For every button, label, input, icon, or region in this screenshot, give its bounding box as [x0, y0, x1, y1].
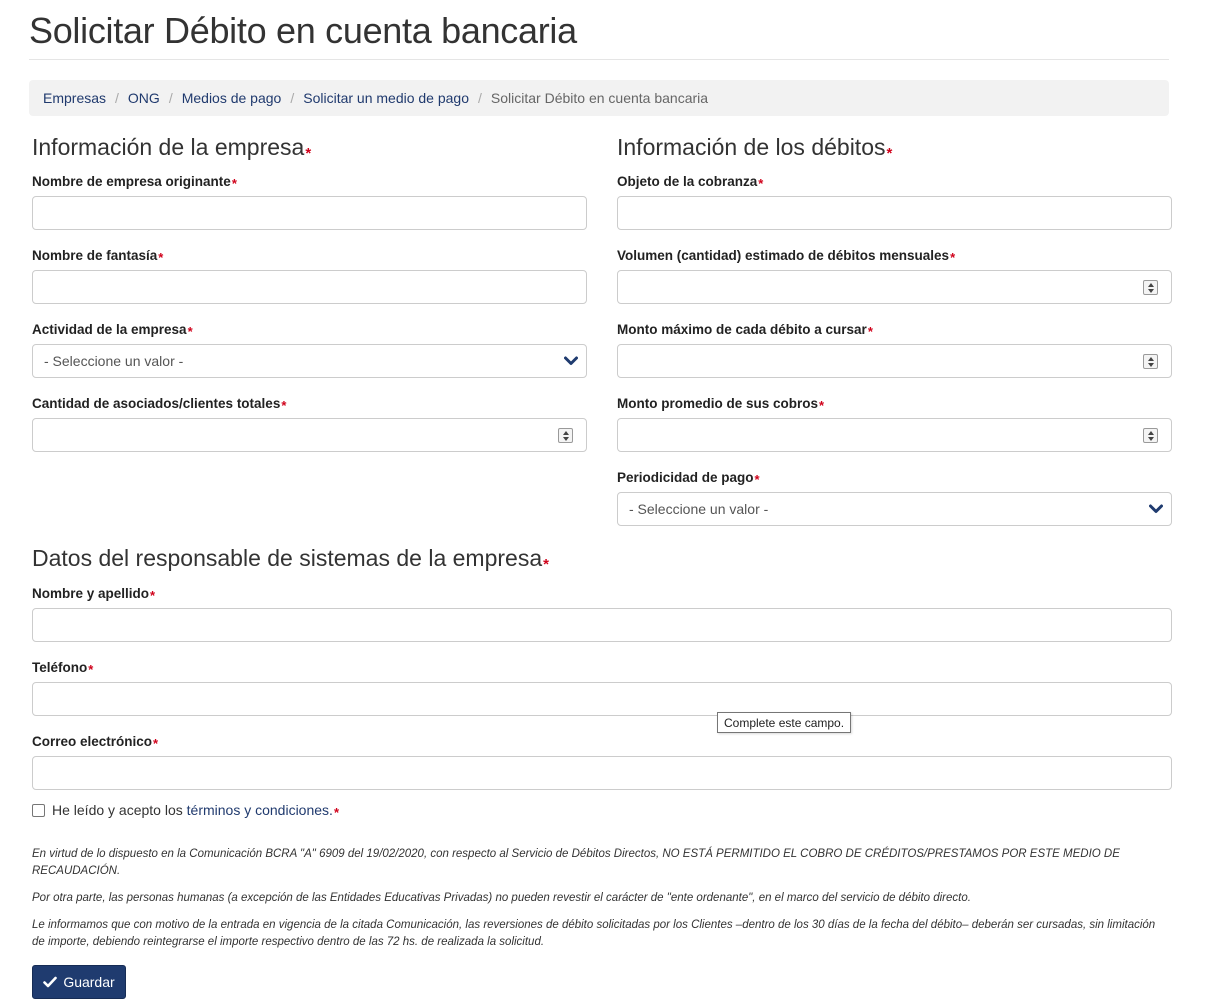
objeto-cobranza-label: Objeto de la cobranza*	[617, 174, 764, 191]
nombre-fantasia-input[interactable]	[32, 270, 587, 304]
page-title: Solicitar Débito en cuenta bancaria	[29, 10, 577, 51]
breadcrumb-item-ong[interactable]: ONG	[127, 90, 160, 106]
chevron-down-icon	[1149, 503, 1163, 515]
actividad-select-value: - Seleccione un valor -	[44, 353, 184, 369]
breadcrumb-separator: /	[478, 90, 482, 106]
validation-tooltip: Complete este campo.	[717, 712, 851, 733]
telefono-label: Teléfono*	[32, 660, 94, 677]
required-marker: *	[305, 145, 312, 162]
monto-promedio-input[interactable]	[617, 418, 1172, 452]
volumen-label: Volumen (cantidad) estimado de débitos mensuales*	[617, 248, 956, 265]
nombre-apellido-label: Nombre y apellido*	[32, 586, 156, 603]
number-spinner[interactable]	[1143, 354, 1158, 369]
number-spinner[interactable]	[1143, 428, 1158, 443]
periodicidad-select[interactable]	[617, 492, 1172, 526]
correo-label: Correo electrónico*	[32, 734, 159, 751]
number-spinner[interactable]	[558, 428, 573, 443]
cantidad-asociados-label: Cantidad de asociados/clientes totales*	[32, 396, 287, 413]
required-marker: *	[153, 736, 159, 751]
terms-label: He leído y acepto los	[52, 802, 183, 818]
nombre-empresa-label: Nombre de empresa originante*	[32, 174, 237, 191]
required-marker: *	[187, 324, 193, 339]
terms-checkbox[interactable]	[32, 804, 45, 817]
breadcrumb	[29, 80, 1169, 116]
monto-maximo-label: Monto máximo de cada débito a cursar*	[617, 322, 873, 339]
volumen-input[interactable]	[617, 270, 1172, 304]
notice-personas: Por otra parte, las personas humanas (a excepción de las Entidades Educativas Privadas) no pueden revestir el carácter de "ente ordenante", en el marco del servicio de débito directo.	[32, 892, 971, 904]
debits-section-title: Información de los débitos*	[617, 134, 893, 162]
notice-reversiones: Le informamos que con motivo de la entrada en vigencia de la citada Comunicación, las reversiones de débito solicitadas por los Clientes –dentro de los 30 días de la fecha del débito– deberán ser cursadas, sin limitación de importe, debiendo reintegrarse el importe respectivo dentro de las 72 hs. de realizada la solicitud.	[32, 919, 1156, 948]
required-marker: *	[88, 662, 94, 677]
monto-promedio-label: Monto promedio de sus cobros*	[617, 396, 825, 413]
save-button[interactable]	[32, 965, 126, 999]
required-marker: *	[754, 472, 760, 487]
required-marker: *	[333, 804, 339, 820]
notice-bcra: En virtud de lo dispuesto en la Comunicación BCRA "A" 6909 del 19/02/2020, con respecto al Servicio de Débitos Directos, NO ESTÁ PERMITIDO EL COBRO DE CRÉDITOS/PRESTAMOS POR ESTE MEDIO DE RECAUDACIÓN.	[32, 848, 1120, 877]
telefono-input[interactable]	[32, 682, 1172, 716]
required-marker: *	[758, 176, 764, 191]
required-marker: *	[231, 176, 237, 191]
number-spinner[interactable]	[1143, 280, 1158, 295]
monto-maximo-input[interactable]	[617, 344, 1172, 378]
periodicidad-label: Periodicidad de pago*	[617, 470, 760, 487]
systems-section-title: Datos del responsable de sistemas de la empresa*	[32, 545, 549, 573]
breadcrumb-item-solicitar-medio[interactable]: Solicitar un medio de pago	[303, 90, 470, 106]
required-marker: *	[158, 250, 164, 265]
nombre-apellido-input[interactable]	[32, 608, 1172, 642]
save-button-label: Guardar	[63, 974, 115, 990]
required-marker: *	[281, 398, 287, 413]
required-marker: *	[867, 324, 873, 339]
title-divider	[29, 59, 1169, 60]
required-marker: *	[543, 556, 549, 573]
breadcrumb-item-empresas[interactable]: Empresas	[43, 90, 107, 106]
company-section-title: Información de la empresa*	[32, 134, 312, 162]
breadcrumb-separator: /	[168, 90, 173, 106]
breadcrumb-item-current: Solicitar Débito en cuenta bancaria	[490, 90, 709, 106]
nombre-fantasia-label: Nombre de fantasía*	[32, 248, 164, 265]
chevron-down-icon	[564, 355, 578, 367]
breadcrumb-separator: /	[115, 90, 119, 106]
nombre-empresa-input[interactable]	[32, 196, 587, 230]
correo-input[interactable]	[32, 756, 1172, 790]
required-marker: *	[819, 398, 825, 413]
objeto-cobranza-input[interactable]	[617, 196, 1172, 230]
periodicidad-select-value: - Seleccione un valor -	[629, 501, 769, 517]
terms-link[interactable]: términos y condiciones.	[186, 802, 333, 818]
required-marker: *	[886, 145, 893, 162]
cantidad-asociados-input[interactable]	[32, 418, 587, 452]
required-marker: *	[950, 250, 956, 265]
required-marker: *	[150, 588, 156, 603]
breadcrumb-separator: /	[290, 90, 295, 106]
check-icon	[43, 976, 57, 988]
actividad-label: Actividad de la empresa*	[32, 322, 193, 339]
breadcrumb-item-medios-de-pago[interactable]: Medios de pago	[181, 90, 282, 106]
actividad-select[interactable]	[32, 344, 587, 378]
terms-row	[32, 802, 339, 818]
